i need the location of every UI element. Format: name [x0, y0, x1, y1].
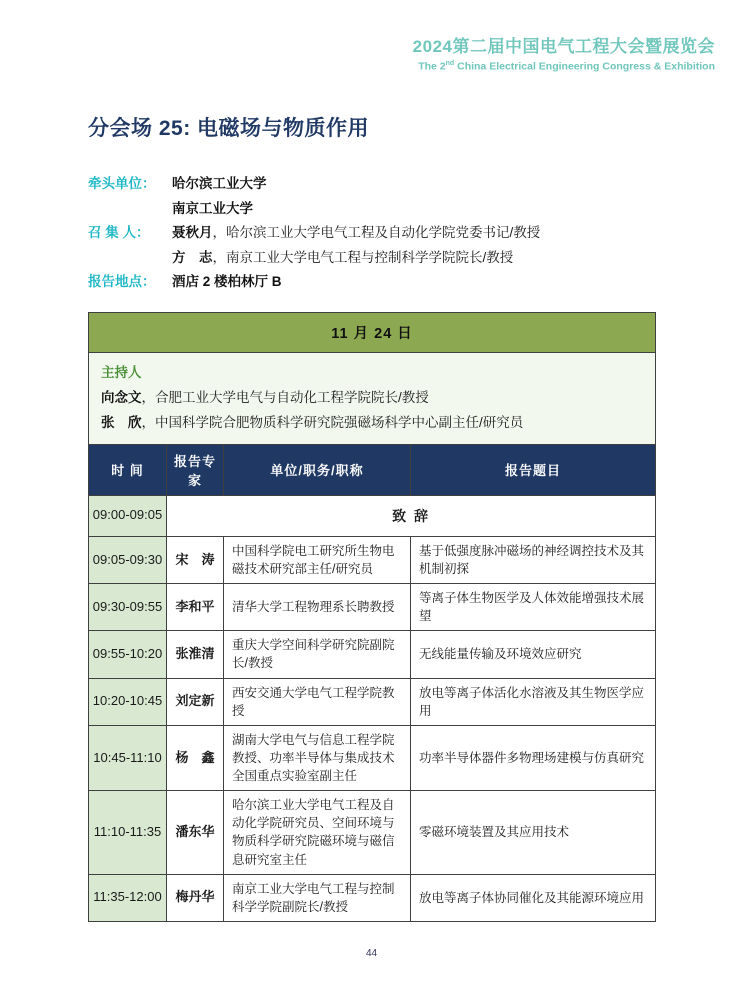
host-cell	[89, 352, 656, 444]
conference-title-en-prefix: The 2	[418, 60, 446, 73]
venue-value: 酒店 2 楼柏林厅 B	[172, 274, 282, 289]
table-row	[89, 536, 656, 583]
host-2	[101, 410, 643, 435]
convener-2	[88, 246, 655, 271]
conference-title-en-ordinal: nd	[445, 60, 455, 68]
host-row	[89, 352, 656, 444]
speaker-cell: 张淮清	[167, 631, 224, 678]
affiliation-cell: 南京工业大学电气工程与控制科学学院副院长/教授	[224, 874, 411, 921]
convener-label: 召 集 人：	[88, 225, 150, 240]
topic-cell: 放电等离子体协同催化及其能源环境应用	[411, 874, 656, 921]
speaker-cell: 梅丹华	[167, 874, 224, 921]
column-header-time: 时 间	[89, 444, 167, 495]
column-header-speaker: 报告专家	[167, 444, 224, 495]
table-row	[89, 725, 656, 790]
lead-unit-2: 南京工业大学	[172, 200, 253, 216]
topic-cell: 功率半导体器件多物理场建模与仿真研究	[411, 725, 656, 790]
topic-cell: 无线能量传输及环境效应研究	[411, 631, 656, 678]
column-header-topic: 报告题目	[411, 444, 656, 495]
host-1-name: 向念文	[101, 389, 142, 405]
column-header-row	[89, 444, 656, 495]
time-cell: 11:35-12:00	[89, 874, 167, 921]
conference-title-en-rest: China Electrical Engineering Congress & Exhibition	[454, 60, 715, 73]
host-2-desc: ，中国科学院合肥物质科学研究院强磁场科学中心副主任/研究员	[141, 414, 524, 430]
schedule-table	[88, 312, 656, 922]
host-1-desc: ，合肥工业大学电气与自动化工程学院院长/教授	[141, 389, 429, 405]
affiliation-cell: 湖南大学电气与信息工程学院教授、功率半导体与集成技术全国重点实验室副主任	[224, 725, 411, 790]
speaker-cell: 李和平	[167, 584, 224, 631]
time-cell: 09:30-09:55	[89, 584, 167, 631]
lead-unit-row	[88, 172, 655, 197]
conference-title-en	[413, 60, 715, 74]
speaker-cell: 刘定新	[167, 678, 224, 725]
convener-row	[88, 221, 655, 246]
date-row	[89, 312, 656, 352]
session-info-block	[88, 172, 655, 295]
speaker-cell: 潘东华	[167, 791, 224, 875]
affiliation-cell: 清华大学工程物理系长聘教授	[224, 584, 411, 631]
affiliation-cell: 中国科学院电工研究所生物电磁技术研究部主任/研究员	[224, 536, 411, 583]
opening-label: 致 辞	[167, 495, 656, 536]
topic-cell: 基于低强度脉冲磁场的神经调控技术及其机制初探	[411, 536, 656, 583]
time-cell: 10:45-11:10	[89, 725, 167, 790]
host-2-name: 张 欣	[101, 414, 142, 430]
topic-cell: 等离子体生物医学及人体效能增强技术展望	[411, 584, 656, 631]
lead-unit-1: 哈尔滨工业大学	[172, 176, 267, 191]
host-label: 主持人	[101, 364, 142, 380]
venue-row	[88, 270, 655, 295]
speaker-cell: 杨 鑫	[167, 725, 224, 790]
topic-cell: 零磁环境装置及其应用技术	[411, 791, 656, 875]
table-row	[89, 678, 656, 725]
topic-cell: 放电等离子体活化水溶液及其生物医学应用	[411, 678, 656, 725]
convener-2-name: 方 志	[172, 249, 213, 265]
conference-banner	[413, 36, 715, 74]
table-row	[89, 584, 656, 631]
time-cell: 09:00-09:05	[89, 495, 167, 536]
column-header-affiliation: 单位/职务/职称	[224, 444, 411, 495]
venue-label: 报告地点：	[88, 274, 156, 289]
opening-row	[89, 495, 656, 536]
date-header: 11 月 24 日	[89, 312, 656, 352]
session-title: 分会场 25: 电磁场与物质作用	[88, 117, 370, 140]
convener-1-name: 聂秋月	[172, 225, 213, 240]
speaker-cell: 宋 涛	[167, 536, 224, 583]
host-1	[101, 385, 643, 410]
time-cell: 09:05-09:30	[89, 536, 167, 583]
page-number: 44	[365, 948, 378, 959]
lead-unit-label: 牵头单位：	[88, 176, 156, 191]
convener-1-desc: ，哈尔滨工业大学电气工程及自动化学院党委书记/教授	[212, 225, 541, 240]
convener-2-desc: ，南京工业大学电气工程与控制科学学院院长/教授	[212, 249, 514, 265]
time-cell: 10:20-10:45	[89, 678, 167, 725]
table-row	[89, 791, 656, 875]
affiliation-cell: 西安交通大学电气工程学院教授	[224, 678, 411, 725]
table-row	[89, 874, 656, 921]
affiliation-cell: 哈尔滨工业大学电气工程及自动化学院研究员、空间环境与物质科学研究院磁环境与磁信息研究室主任	[224, 791, 411, 875]
time-cell: 11:10-11:35	[89, 791, 167, 875]
conference-title-cn: 2024第二届中国电气工程大会暨展览会	[412, 37, 715, 56]
time-cell: 09:55-10:20	[89, 631, 167, 678]
affiliation-cell: 重庆大学空间科学研究院副院长/教授	[224, 631, 411, 678]
convener-1	[172, 221, 655, 246]
table-row	[89, 631, 656, 678]
